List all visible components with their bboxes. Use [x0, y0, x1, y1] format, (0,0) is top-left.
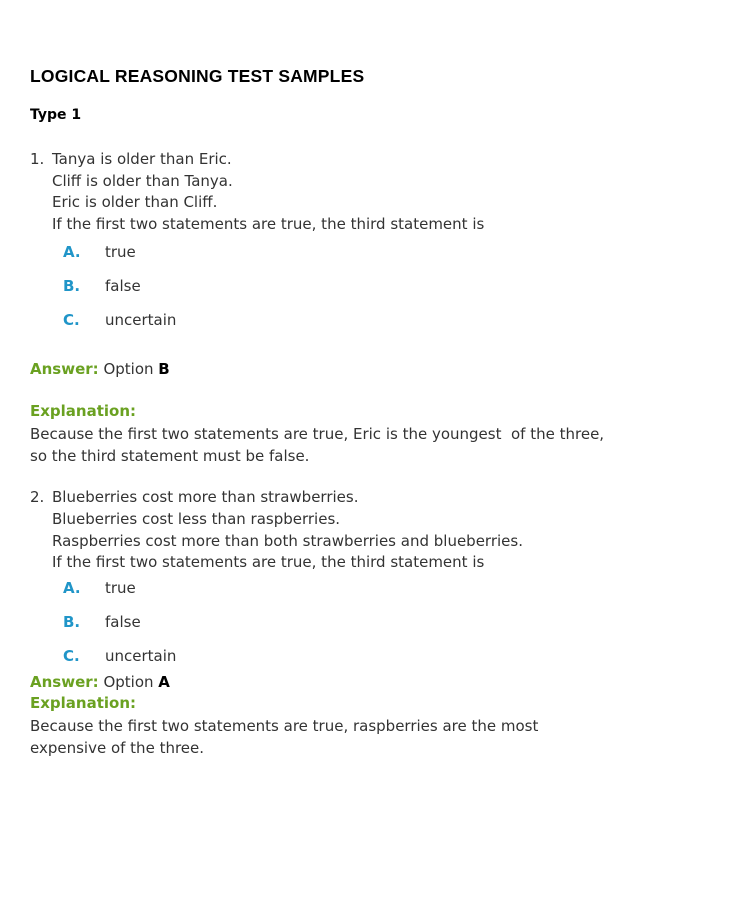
explanation-label: Explanation:: [30, 694, 137, 713]
explanation-heading: [30, 403, 710, 419]
answer-line: [30, 361, 710, 377]
options-list: [30, 580, 710, 664]
options-list: [30, 244, 710, 328]
option-letter: C.: [63, 310, 80, 329]
document-page: [0, 66, 736, 906]
option-label: false: [105, 613, 141, 632]
question-number: 2.: [30, 488, 45, 507]
question-statements: [30, 487, 710, 574]
statement-line: Tanya is older than Eric.: [52, 150, 232, 168]
answer-label: Answer:: [30, 673, 99, 692]
explanation-body: [30, 424, 710, 467]
option-label: uncertain: [105, 310, 177, 329]
statement-line: Eric is older than Cliff.: [52, 193, 218, 212]
explanation-line: Because the first two statements are true, Eric is the youngest of the three,: [30, 424, 605, 443]
section-label: Type 1: [30, 107, 82, 123]
option-row-c: [30, 312, 710, 328]
statement-line: Cliff is older than Tanya.: [52, 171, 233, 190]
answer-letter: B: [158, 359, 170, 378]
question-block-1: [30, 149, 710, 467]
option-row-a: [30, 244, 710, 260]
option-letter: C.: [63, 647, 80, 666]
option-row-b: [30, 614, 710, 630]
statement-line: Raspberries cost more than both strawberries and blueberries.: [52, 531, 523, 550]
option-row-c: [30, 648, 710, 664]
statement-line: If the first two statements are true, the third statement is: [52, 553, 485, 572]
explanation-heading: [30, 695, 710, 711]
option-label: false: [105, 276, 141, 295]
statement-line: Blueberries cost less than raspberries.: [52, 509, 341, 528]
option-letter: A.: [63, 579, 81, 598]
option-label: uncertain: [105, 647, 177, 666]
question-number: 1.: [30, 150, 45, 168]
explanation-body: [30, 716, 710, 759]
answer-label: Answer:: [30, 359, 99, 378]
answer-option-word: Option: [103, 673, 154, 692]
option-row-b: [30, 278, 710, 294]
explanation-line: expensive of the three.: [30, 738, 205, 757]
option-row-a: [30, 580, 710, 596]
answer-option-word: Option: [103, 359, 154, 378]
explanation-label: Explanation:: [30, 401, 137, 420]
answer-letter: A: [158, 673, 170, 692]
explanation-line: Because the first two statements are true, raspberries are the most: [30, 717, 539, 736]
option-letter: B.: [63, 613, 81, 632]
option-label: true: [105, 242, 136, 261]
statement-line: Blueberries cost more than strawberries.: [52, 488, 359, 507]
option-letter: B.: [63, 276, 81, 295]
page-title: LOGICAL REASONING TEST SAMPLES: [30, 66, 365, 86]
question-statements: [30, 149, 710, 236]
option-letter: A.: [63, 242, 81, 261]
statement-line: If the first two statements are true, the third statement is: [52, 215, 485, 234]
question-block-2: [30, 487, 710, 759]
explanation-line: so the third statement must be false.: [30, 446, 310, 465]
answer-line: [30, 674, 710, 690]
option-label: true: [105, 579, 136, 598]
